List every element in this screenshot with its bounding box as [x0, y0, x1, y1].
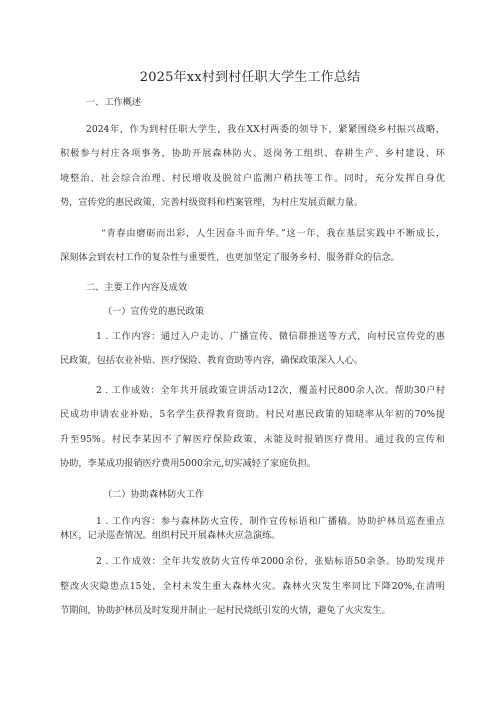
document-title: 2025年xx村到村任职大学生工作总结 [139, 70, 361, 85]
paragraph-line: 2 . 工作成效：全年共开展政策宣讲活动12次，覆盖村民800余人次。帮助30户村 [96, 385, 445, 396]
paragraph-line: 势，宣传党的惠民政策，完善村级资料和档案管理，为村庄发展贡献力量。 [60, 197, 364, 208]
paragraph-line: 1 . 工作内容：参与森林防火宣传，制作宣传标语和广播稿。协助护林员巡查重点 [96, 516, 445, 527]
section-heading-overview: 一、工作概述 [86, 97, 142, 108]
paragraph-line: 民成功申请农业补贴，5名学生获得教育资助。村民对惠民政策的知晓率从年初的70%提 [60, 409, 445, 420]
paragraph-line: 整改火灾隐患点15处，全村未发生重大森林火灾。森林火灾发生率同比下降20%,在清明 [60, 581, 445, 592]
paragraph-line: 深刻体会到农村工作的复杂性与重要性，也更加坚定了服务乡村、服务群众的信念。 [60, 252, 400, 263]
paragraph-line: 民政策，包括农业补贴、医疗保险、教育资助等内容，确保政策深入人心。 [60, 355, 364, 366]
paragraph-line: 节期间，协助护林员及时发现并制止一起村民烧纸引发的火情，避免了火灾发生。 [60, 605, 391, 616]
paragraph-line: 2 . 工作成效：全年共发放防火宣传单2000余份，张贴标语50余条。协助发现并 [96, 556, 445, 567]
paragraph-line: 积极参与村庄各项事务，协助开展森林防火、返岗务工组织、春耕生产、乡村建设、环 [60, 148, 445, 159]
paragraph-line: 境整治、社会综合治理、村民增收及脱贫户监测户稍扶等工作。同时，充分发挥自身优 [60, 173, 445, 184]
paragraph-line: 升至95%。村民李某因不了解医疗保险政策，未能及时报销医疗费用。通过我的宣传和 [60, 434, 445, 445]
subsection-heading-fire-prevention: （二）协助森林防火工作 [103, 489, 205, 500]
paragraph-line: 1 . 工作内容：通过入户走访、广播宣传、微信群推送等方式，向村民宣传党的惠 [96, 331, 445, 342]
paragraph-line: “青春由磨砺而出彩，人生因奋斗而升华。”这一年，我在基层实践中不断成长， [101, 228, 445, 239]
paragraph-line: 协助，李某成功报销医疗费用5000余元,切实减轻了家庭负担。 [60, 458, 316, 469]
subsection-heading-policy: （一）宣传党的惠民政策 [103, 306, 205, 317]
section-heading-main-work: 二、主要工作内容及成效 [86, 282, 188, 293]
paragraph-line: 2024年，作为到村任职大学生，我在XX村两委的领导下，紧紧围绕乡村振兴战略， [86, 124, 445, 135]
paragraph-line: 林区，记录巡查情况。组织村民开展森林火应急演练。 [60, 530, 281, 541]
